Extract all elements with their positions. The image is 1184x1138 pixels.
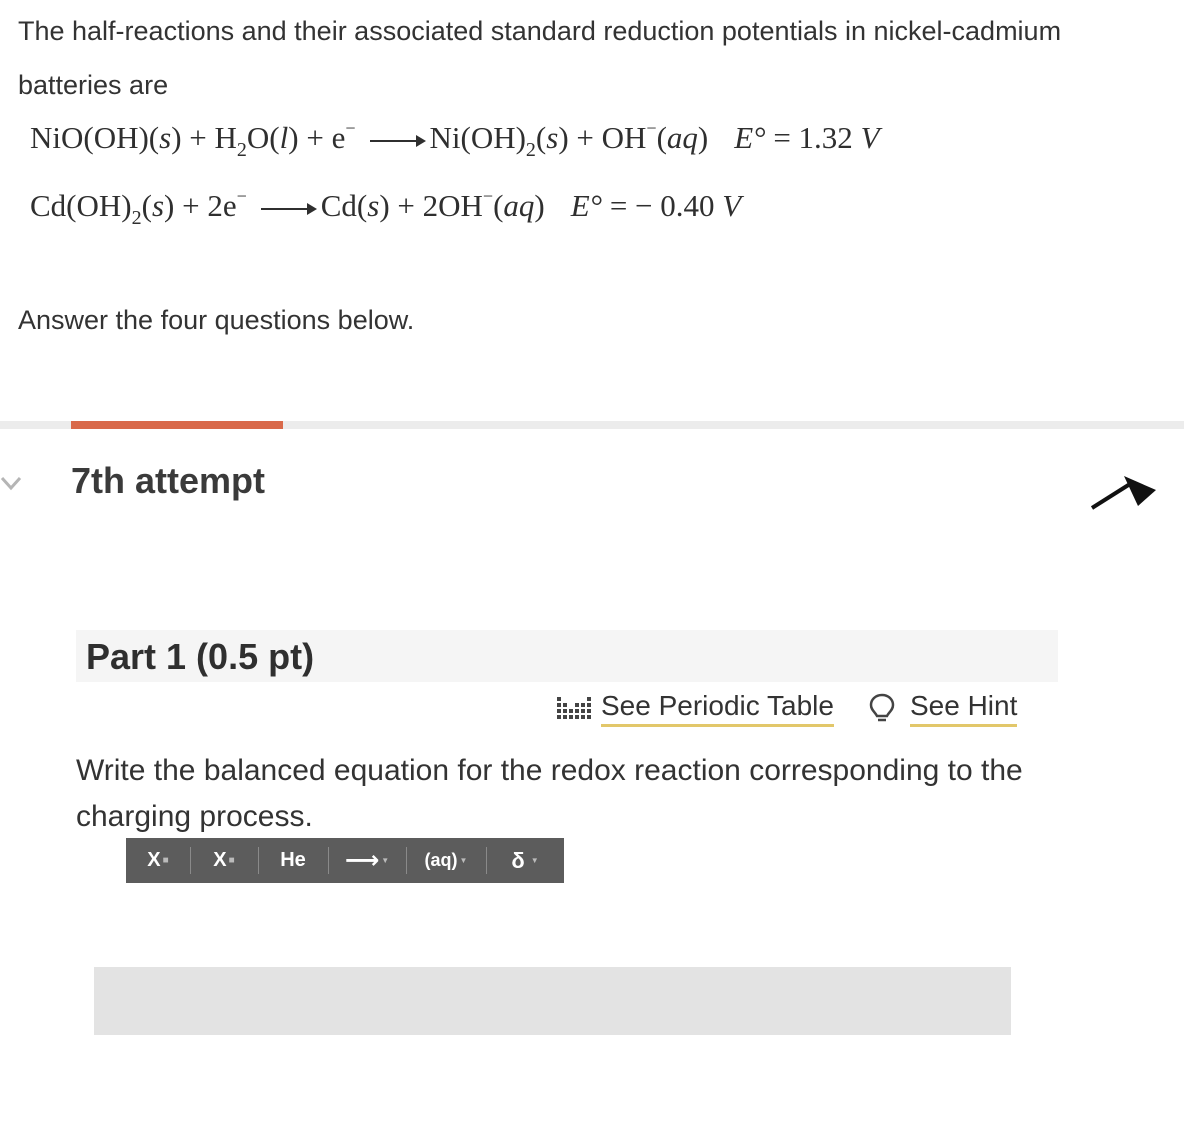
equation-fragment: − <box>345 118 356 138</box>
equation-fragment: − <box>646 118 657 138</box>
equation-fragment: ( <box>493 188 504 223</box>
answer-input-area[interactable] <box>94 967 1011 1035</box>
potential-value: = − 0.40 <box>609 188 723 223</box>
equation-fragment: aq <box>503 188 535 223</box>
arrow-label: ⟶ <box>344 847 380 874</box>
equation-fragment: s <box>159 120 172 155</box>
see-periodic-table-label: See Periodic Table <box>601 690 834 727</box>
element-label: He <box>280 849 306 871</box>
equation-fragment: 2 <box>236 139 247 161</box>
reaction-arrow-icon <box>261 208 315 210</box>
potential-unit: V <box>860 120 880 155</box>
chevron-down-icon[interactable] <box>0 474 22 492</box>
reaction-arrow-button[interactable]: ⟶ ▼ <box>328 838 406 883</box>
equation-fragment: Ni(OH) <box>429 120 526 155</box>
equation-fragment: NiO(OH)( <box>30 120 160 155</box>
potential-value: = 1.32 <box>773 120 861 155</box>
equation-fragment: ) + 2OH <box>379 188 483 223</box>
intro-text: The half-reactions and their associated standard reduction potentials in nickel-cadmium batteries are <box>18 16 1062 100</box>
equation-fragment: s <box>546 120 559 155</box>
state-of-matter-button[interactable]: (aq) ▼ <box>406 838 486 883</box>
equation-fragment: 2 <box>525 139 536 161</box>
equation-fragment: − <box>236 186 247 206</box>
equation-fragment: ) <box>534 188 545 223</box>
equation-fragment: Cd(OH) <box>30 188 132 223</box>
equation-fragment: s <box>151 188 165 223</box>
equation-fragment: ) + e <box>288 120 346 155</box>
instructions-text: Answer the four questions below. <box>18 305 415 335</box>
half-reaction-cadmium <box>30 186 741 230</box>
subscript-button[interactable]: X ■ <box>190 838 258 883</box>
equation-fragment: aq <box>666 120 698 155</box>
standard-potential <box>734 120 879 155</box>
see-periodic-table-link[interactable] <box>555 690 834 727</box>
lightbulb-icon <box>868 693 896 723</box>
see-hint-link[interactable] <box>834 690 1017 727</box>
equation-fragment: s <box>367 188 380 223</box>
equation-fragment: O( <box>246 120 280 155</box>
equation-fragment: ) + OH <box>558 120 647 155</box>
reaction-arrow-icon <box>370 140 424 142</box>
half-reaction-nickel <box>30 118 880 162</box>
superscript-button[interactable]: X ■ <box>147 849 169 871</box>
equation-fragment: ) + H <box>171 120 237 155</box>
question-text: Write the balanced equation for the redox reaction corresponding to the charging process. <box>76 754 1023 833</box>
equation-fragment: ) <box>697 120 709 155</box>
question-tools <box>555 686 1017 730</box>
equation-fragment: ( <box>535 120 547 155</box>
subscript-label: X <box>213 849 227 871</box>
attempt-label: 7th attempt <box>71 460 266 501</box>
delta-button[interactable]: δ ▼ <box>486 838 564 883</box>
delta-label: δ <box>511 847 525 873</box>
equation-fragment: ( <box>656 120 667 155</box>
equation-fragment: − <box>482 186 494 206</box>
pin-icon[interactable] <box>1090 462 1156 510</box>
part-header <box>76 630 1058 682</box>
part-title: Part 1 (0.5 pt) <box>86 636 315 677</box>
reactants <box>30 186 247 229</box>
equation-fragment: 2 <box>131 207 142 229</box>
products <box>321 188 545 223</box>
equation-fragment: l <box>279 120 289 155</box>
equation-fragment: Cd( <box>320 188 368 223</box>
equation-fragment: ( <box>141 188 152 223</box>
superscript-label: X <box>147 849 161 871</box>
potential-unit: V <box>722 188 742 223</box>
products <box>429 118 709 161</box>
potential-symbol: E° <box>570 188 610 223</box>
state-label: (aq) <box>424 850 458 870</box>
see-hint-label: See Hint <box>910 690 1017 727</box>
potential-symbol: E° <box>734 120 774 155</box>
standard-potential <box>571 188 742 223</box>
element-button[interactable] <box>258 838 328 883</box>
attempt-progress-bar <box>71 421 283 429</box>
equation-fragment: ) + 2e <box>164 188 237 223</box>
periodic-table-icon <box>555 695 593 721</box>
reactants <box>30 118 356 161</box>
equation-editor-toolbar <box>126 838 564 883</box>
